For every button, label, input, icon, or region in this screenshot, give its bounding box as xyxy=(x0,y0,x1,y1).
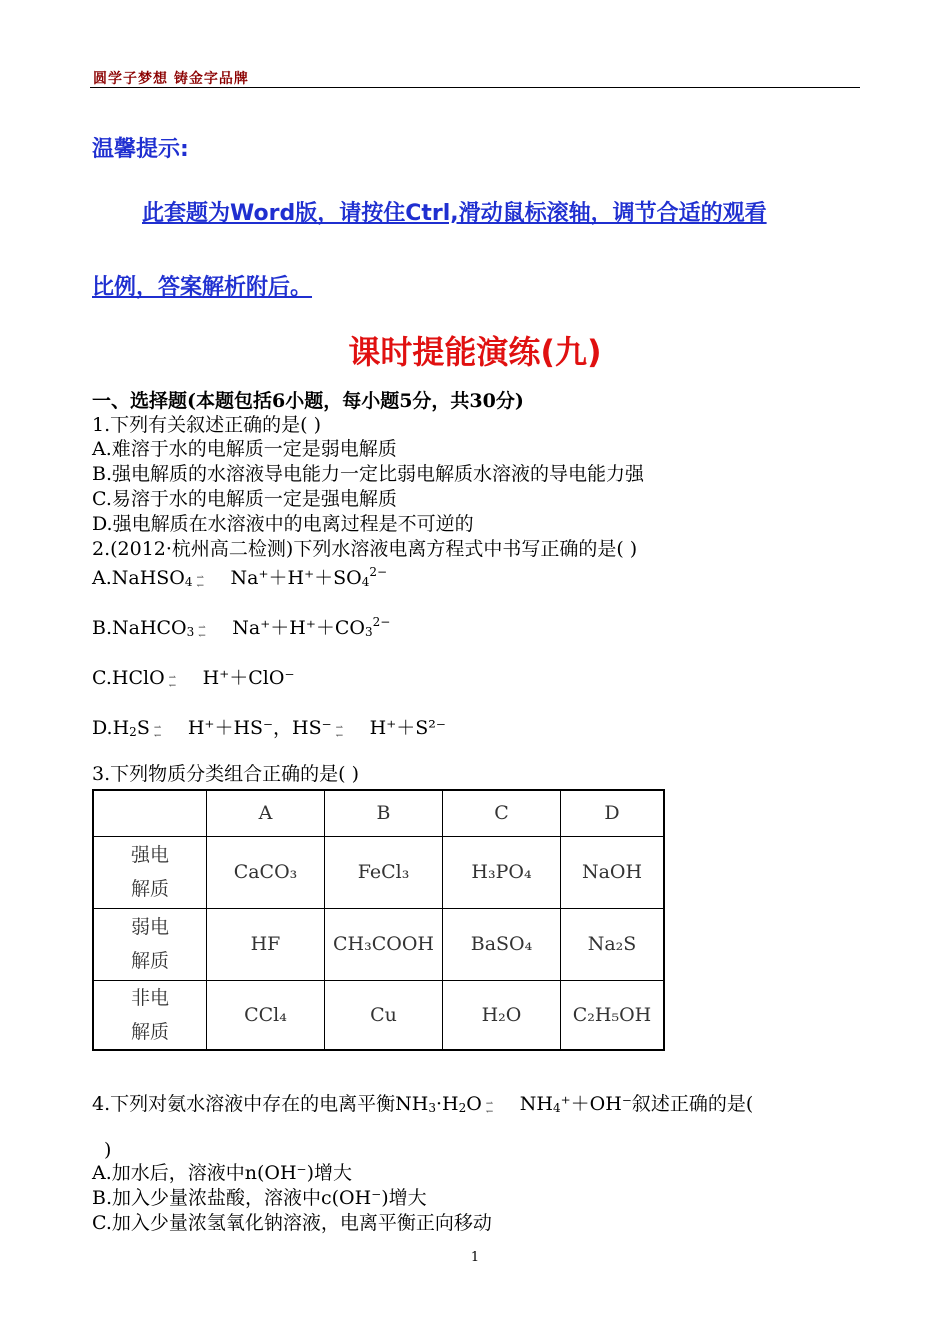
tip-title: 温馨提示: xyxy=(92,137,189,162)
equilibrium-arrow-icon: ⇀ ↽ xyxy=(168,673,177,691)
table-cell: HF xyxy=(207,908,325,980)
page-number: 1 xyxy=(470,1250,480,1265)
row-label-line: 解质 xyxy=(130,950,169,972)
table-cell: C₂H₅OH xyxy=(561,980,665,1050)
row-label-line: 弱电 xyxy=(130,916,169,938)
tip-line-1: 此套题为Word版，请按住Ctrl,滑动鼠标滚轴，调节合适的观看 xyxy=(142,201,767,226)
row-label-line: 解质 xyxy=(130,878,169,900)
q2-stem: 2.(2012·杭州高二检测)下列水溶液电离方程式中书写正确的是( ) xyxy=(92,538,638,560)
q2-c-left: C.HClO xyxy=(92,667,165,689)
q4-stem-sub3: 4 xyxy=(553,1101,561,1115)
q2-option-c xyxy=(92,666,295,692)
q1-option-d: D.强电解质在水溶液中的电离过程是不可逆的 xyxy=(92,513,474,535)
equilibrium-arrow-icon: ⇀ ↽ xyxy=(196,573,205,591)
q1-option-c: C.易溶于水的电解质一定是强电解质 xyxy=(92,488,397,510)
q4-option-a: A.加水后，溶液中n(OH⁻)增大 xyxy=(92,1162,352,1184)
table-row xyxy=(93,908,664,980)
q2-b-right: Na⁺＋H⁺＋CO xyxy=(232,617,365,639)
q2-d-mid1: S xyxy=(136,717,150,739)
q2-d-sub: 2 xyxy=(129,725,137,739)
row-label xyxy=(93,980,207,1050)
table-row xyxy=(93,836,664,908)
q4-stem xyxy=(92,1092,753,1118)
q2-a-sub2: 4 xyxy=(361,575,370,589)
q2-a-left: A.NaHSO xyxy=(92,567,185,589)
classification-table xyxy=(92,789,665,1051)
q2-a-sup2: 2− xyxy=(369,565,388,579)
table-cell: Na₂S xyxy=(561,908,665,980)
table-cell: H₃PO₄ xyxy=(443,836,561,908)
table-cell: NaOH xyxy=(561,836,665,908)
row-label xyxy=(93,908,207,980)
table-header-cell: A xyxy=(207,790,325,836)
q4-stem-wrap: ) xyxy=(104,1139,112,1161)
q2-option-b xyxy=(92,616,390,642)
q4-stem-b: ·H xyxy=(435,1093,459,1115)
row-label-line: 解质 xyxy=(130,1020,169,1043)
header-brand: 圆学子梦想 铸金字品牌 xyxy=(93,71,249,87)
q2-b-sub: 3 xyxy=(186,625,195,639)
q1-option-a: A.难溶于水的电解质一定是弱电解质 xyxy=(92,438,397,460)
table-row xyxy=(93,980,664,1050)
tip-line-2: 比例，答案解析附后。 xyxy=(92,275,313,300)
q4-stem-d: NH xyxy=(519,1093,553,1115)
row-label-line: 非电 xyxy=(130,986,169,1009)
equilibrium-arrow-icon: ⇀ ↽ xyxy=(153,723,162,741)
equilibrium-arrow-icon: ⇀ ↽ xyxy=(198,623,206,641)
table-cell: FeCl₃ xyxy=(325,836,443,908)
row-label-line: 强电 xyxy=(130,844,169,866)
q1-stem: 1.下列有关叙述正确的是( ) xyxy=(92,414,321,436)
table-header-cell xyxy=(93,790,207,836)
table-cell: CH₃COOH xyxy=(325,908,443,980)
q2-b-sub2: 3 xyxy=(364,625,373,639)
table-cell: Cu xyxy=(325,980,443,1050)
q2-d-right: H⁺＋S²⁻ xyxy=(369,717,446,739)
equilibrium-arrow-icon: ⇀ ↽ xyxy=(485,1099,494,1117)
table-cell: H₂O xyxy=(443,980,561,1050)
table-header-cell: B xyxy=(325,790,443,836)
table-cell: CCl₄ xyxy=(207,980,325,1050)
q2-a-right: Na⁺＋H⁺＋SO xyxy=(230,567,362,589)
page-title: 课时提能演练(九) xyxy=(348,333,602,371)
q2-c-right: H⁺＋ClO⁻ xyxy=(202,667,295,689)
equilibrium-arrow-icon: ⇀ ↽ xyxy=(335,723,344,741)
header-divider xyxy=(90,87,860,88)
table-cell: BaSO₄ xyxy=(443,908,561,980)
q4-stem-sub1: 3 xyxy=(428,1101,436,1115)
q4-option-c: C.加入少量浓氢氧化钠溶液，电离平衡正向移动 xyxy=(92,1212,492,1234)
table-cell: CaCO₃ xyxy=(207,836,325,908)
q2-d-mid2: H⁺＋HS⁻，HS⁻ xyxy=(187,717,332,739)
table-header-cell: D xyxy=(561,790,665,836)
table-header-row xyxy=(93,790,664,836)
q2-a-sub: 4 xyxy=(184,575,193,589)
row-label xyxy=(93,836,207,908)
q4-stem-c: O xyxy=(466,1093,482,1115)
q4-stem-e: ⁺＋OH⁻叙述正确的是( xyxy=(560,1093,754,1115)
q4-option-b: B.加入少量浓盐酸，溶液中c(OH⁻)增大 xyxy=(92,1187,427,1209)
q4-stem-sub2: 2 xyxy=(458,1101,467,1115)
table-header-cell: C xyxy=(443,790,561,836)
q1-option-b: B.强电解质的水溶液导电能力一定比弱电解质水溶液的导电能力强 xyxy=(92,463,645,485)
q3-stem: 3.下列物质分类组合正确的是( ) xyxy=(92,763,359,785)
q2-option-d xyxy=(92,716,446,742)
q4-stem-a: 4.下列对氨水溶液中存在的电离平衡NH xyxy=(92,1093,429,1115)
q2-b-sup2: 2− xyxy=(372,615,391,629)
section-heading: 一、选择题(本题包括6小题，每小题5分，共30分) xyxy=(92,390,524,412)
q2-option-a xyxy=(92,566,387,592)
q2-d-left: D.H xyxy=(92,717,130,739)
q2-b-left: B.NaHCO xyxy=(92,617,187,639)
